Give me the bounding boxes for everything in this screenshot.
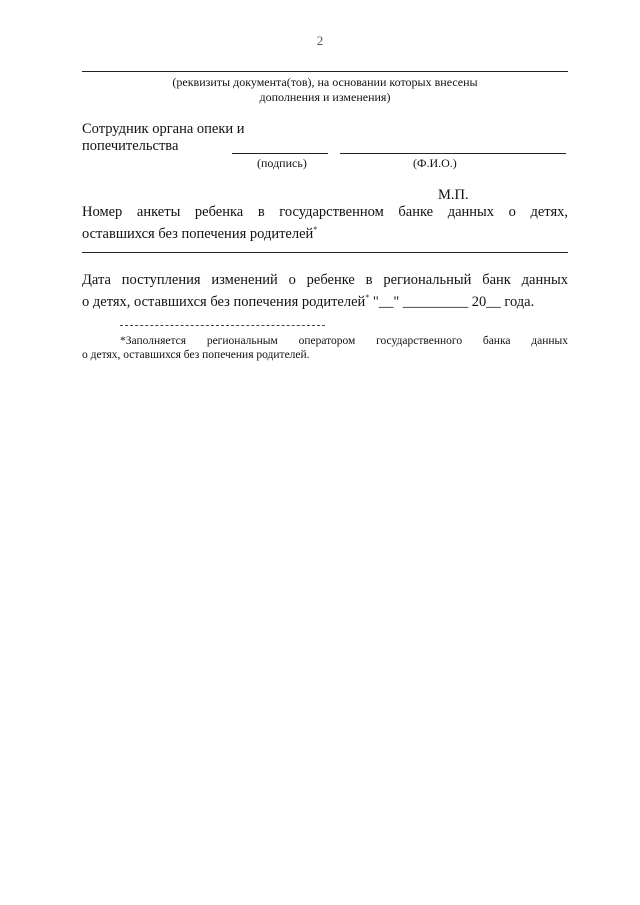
- fio-line: [340, 153, 566, 154]
- requisites-caption-line-1: (реквизиты документа(тов), на основании которых внесены: [172, 75, 478, 89]
- questionnaire-line-2-text: оставшихся без попечения родителей: [82, 225, 314, 242]
- employee-label-line-2: попечительства: [82, 138, 179, 154]
- requisites-caption-line-2: дополнения и изменения): [259, 90, 391, 104]
- footnote-separator: [120, 325, 325, 326]
- questionnaire-line-1: Номер анкеты ребенка в государственном банке данных о детях,: [82, 204, 568, 220]
- date-line-1: Дата поступления изменений о ребенке в региональный банк данных: [82, 272, 568, 288]
- date-footnote-mark: *: [365, 293, 370, 302]
- footnote-line-1: *Заполняется региональным оператором государственного банка данных: [120, 335, 568, 347]
- questionnaire-fill-line: [82, 252, 568, 253]
- date-line-2-text: о детях, оставшихся без попечения родителей: [82, 293, 366, 310]
- signature-caption: (подпись): [257, 156, 307, 170]
- date-fill: "__" _________ 20__ года.: [372, 293, 535, 310]
- fio-caption: (Ф.И.О.): [413, 156, 457, 170]
- stamp-placeholder: М.П.: [438, 187, 469, 203]
- footnote-line-2: о детях, оставшихся без попечения родителей.: [82, 349, 310, 361]
- employee-label: [82, 121, 245, 155]
- date-line-2: [82, 289, 568, 311]
- page-number: 2: [316, 33, 324, 48]
- requisites-line: [82, 71, 568, 72]
- questionnaire-line-2: [82, 221, 317, 243]
- signature-line: [232, 153, 328, 154]
- employee-label-line-1: Сотрудник органа опеки и: [82, 121, 245, 137]
- requisites-caption: [82, 75, 568, 105]
- footnote-mark: *: [313, 225, 318, 234]
